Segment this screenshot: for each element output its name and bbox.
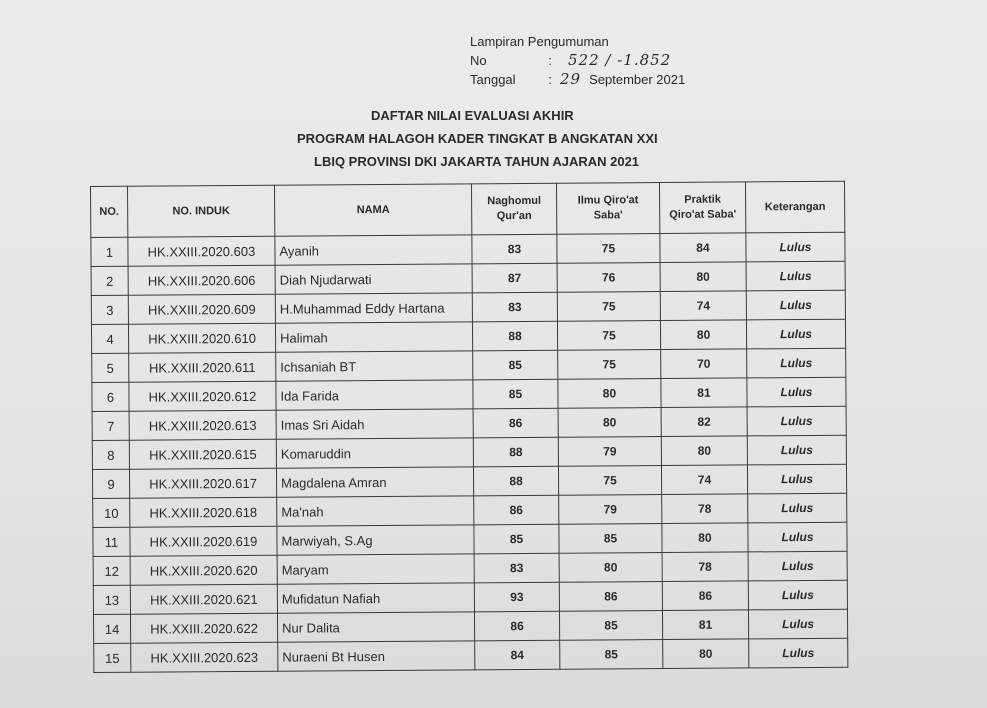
- no-colon: :: [548, 53, 552, 68]
- cell-nama: Imas Sri Aidah: [276, 409, 473, 439]
- cell-no: 9: [92, 469, 129, 498]
- cell-naghomul: 88: [473, 466, 558, 496]
- cell-nama: Magdalena Amran: [276, 467, 473, 497]
- cell-no: 7: [92, 411, 129, 440]
- cell-ilmu-qiroat: 75: [557, 321, 660, 351]
- cell-keterangan: Lulus: [747, 406, 846, 436]
- cell-nama: Halimah: [275, 322, 472, 352]
- cell-naghomul: 85: [474, 524, 559, 554]
- cell-naghomul: 86: [473, 408, 558, 438]
- cell-induk: HK.XXIII.2020.623: [131, 642, 278, 672]
- cell-induk: HK.XXIII.2020.619: [130, 526, 277, 556]
- cell-naghomul: 87: [472, 263, 557, 293]
- cell-induk: HK.XXIII.2020.606: [128, 265, 275, 295]
- cell-praktik: 80: [660, 262, 746, 292]
- cell-ilmu-qiroat: 76: [557, 263, 660, 293]
- cell-keterangan: Lulus: [747, 435, 846, 465]
- cell-no: 11: [93, 527, 130, 556]
- col-header-no: NO.: [91, 186, 128, 237]
- cell-naghomul: 83: [474, 553, 559, 583]
- cell-praktik: 80: [660, 320, 746, 350]
- cell-naghomul: 86: [474, 495, 559, 525]
- cell-keterangan: Lulus: [746, 261, 845, 291]
- number-line: [470, 51, 685, 70]
- cell-praktik: 70: [661, 349, 747, 379]
- cell-ilmu-qiroat: 85: [560, 640, 663, 670]
- cell-naghomul: 88: [473, 437, 558, 467]
- cell-induk: HK.XXIII.2020.603: [128, 236, 275, 266]
- cell-nama: Diah Njudarwati: [275, 264, 472, 294]
- cell-ilmu-qiroat: 86: [559, 582, 662, 612]
- cell-praktik: 78: [662, 552, 748, 582]
- col-header-keterangan: Keterangan: [745, 181, 844, 233]
- cell-induk: HK.XXIII.2020.617: [129, 468, 276, 498]
- cell-keterangan: Lulus: [747, 348, 846, 378]
- cell-ilmu-qiroat: 80: [559, 553, 662, 583]
- cell-nama: Ayanih: [275, 235, 472, 265]
- cell-induk: HK.XXIII.2020.621: [130, 584, 277, 614]
- ilmu-qiroat-line-1: Ilmu Qiro'at: [577, 194, 639, 207]
- cell-keterangan: Lulus: [748, 580, 847, 610]
- cell-no: 13: [93, 585, 130, 614]
- col-header-naghomul: [471, 183, 556, 235]
- col-header-ilmu-qiroat: [556, 183, 659, 235]
- cell-no: 4: [91, 324, 128, 353]
- header-row: [91, 181, 845, 237]
- cell-no: 1: [91, 237, 128, 266]
- cell-praktik: 84: [660, 233, 746, 263]
- cell-no: 12: [93, 556, 130, 585]
- cell-no: 5: [92, 353, 129, 382]
- cell-ilmu-qiroat: 75: [558, 350, 661, 380]
- cell-induk: HK.XXIII.2020.622: [130, 613, 277, 643]
- cell-no: 6: [92, 382, 129, 411]
- cell-induk: HK.XXIII.2020.618: [130, 497, 277, 527]
- cell-nama: Marwiyah, S.Ag: [277, 525, 474, 555]
- cell-ilmu-qiroat: 80: [558, 408, 661, 438]
- cell-nama: Nur Dalita: [277, 612, 474, 642]
- cell-ilmu-qiroat: 80: [558, 379, 661, 409]
- cell-ilmu-qiroat: 85: [559, 611, 662, 641]
- cell-ilmu-qiroat: 85: [559, 524, 662, 554]
- cell-naghomul: 93: [474, 582, 559, 612]
- cell-no: 10: [93, 498, 130, 527]
- naghomul-line-1: Naghomul: [487, 194, 542, 208]
- cell-keterangan: Lulus: [746, 319, 845, 349]
- ilmu-qiroat-line-2: Saba': [593, 209, 623, 222]
- cell-praktik: 80: [663, 639, 749, 669]
- cell-naghomul: 83: [472, 234, 557, 264]
- cell-nama: Ma'nah: [277, 496, 474, 526]
- cell-induk: HK.XXIII.2020.611: [129, 352, 276, 382]
- cell-nama: Ichsaniah BT: [276, 351, 473, 381]
- col-header-praktik: [659, 182, 745, 234]
- cell-keterangan: Lulus: [746, 290, 845, 320]
- cell-ilmu-qiroat: 75: [557, 234, 660, 264]
- cell-ilmu-qiroat: 79: [559, 495, 662, 525]
- cell-ilmu-qiroat: 75: [558, 466, 661, 496]
- cell-no: 2: [91, 266, 128, 295]
- cell-keterangan: Lulus: [748, 551, 847, 581]
- grades-table-body: [91, 232, 848, 672]
- handwritten-number: 522 / -1.852: [568, 51, 672, 69]
- cell-naghomul: 86: [474, 611, 559, 641]
- cell-praktik: 82: [661, 407, 747, 437]
- cell-induk: HK.XXIII.2020.620: [130, 555, 277, 585]
- date-month-year: September 2021: [589, 72, 686, 87]
- title-line-3: LBIQ PROVINSI DKI JAKARTA TAHUN AJARAN 2021: [314, 154, 640, 169]
- cell-praktik: 78: [662, 494, 748, 524]
- cell-ilmu-qiroat: 75: [557, 292, 660, 322]
- cell-induk: HK.XXIII.2020.613: [129, 410, 276, 440]
- cell-keterangan: Lulus: [748, 493, 847, 523]
- cell-nama: Maryam: [277, 554, 474, 584]
- title-line-1: DAFTAR NILAI EVALUASI AKHIR: [371, 108, 574, 123]
- col-header-nama: NAMA: [274, 184, 471, 236]
- cell-induk: HK.XXIII.2020.610: [128, 323, 275, 353]
- cell-nama: H.Muhammad Eddy Hartana: [275, 293, 472, 323]
- cell-praktik: 80: [661, 436, 747, 466]
- cell-praktik: 86: [662, 581, 748, 611]
- cell-keterangan: Lulus: [747, 464, 846, 494]
- cell-praktik: 81: [661, 378, 747, 408]
- cell-keterangan: Lulus: [748, 522, 847, 552]
- cell-nama: Nuraeni Bt Husen: [278, 641, 475, 671]
- cell-naghomul: 83: [472, 292, 557, 322]
- cell-praktik: 74: [660, 291, 746, 321]
- cell-keterangan: Lulus: [748, 609, 847, 639]
- cell-keterangan: Lulus: [747, 377, 846, 407]
- lampiran-line: [470, 32, 685, 51]
- cell-naghomul: 88: [472, 321, 557, 351]
- cell-nama: Komaruddin: [276, 438, 473, 468]
- table-row: [94, 638, 848, 672]
- cell-nama: Mufidatun Nafiah: [277, 583, 474, 613]
- lampiran-text: Lampiran Pengumuman: [470, 34, 609, 49]
- cell-naghomul: 85: [473, 379, 558, 409]
- date-line: [470, 70, 685, 89]
- praktik-line-2: Qiro'at Saba': [669, 208, 737, 221]
- cell-no: 8: [92, 440, 129, 469]
- cell-naghomul: 85: [473, 350, 558, 380]
- cell-keterangan: Lulus: [749, 638, 848, 668]
- cell-induk: HK.XXIII.2020.612: [129, 381, 276, 411]
- title-line-2: PROGRAM HALAGOH KADER TINGKAT B ANGKATAN XXI: [297, 131, 658, 146]
- cell-praktik: 74: [661, 465, 747, 495]
- handwritten-day: 29: [560, 70, 582, 88]
- cell-no: 15: [94, 643, 131, 672]
- cell-no: 3: [91, 295, 128, 324]
- grades-table: [90, 181, 848, 673]
- praktik-line-1: Praktik: [684, 193, 721, 206]
- tanggal-label: Tanggal: [470, 72, 516, 87]
- cell-keterangan: Lulus: [746, 232, 845, 262]
- cell-naghomul: 84: [475, 640, 560, 670]
- cell-induk: HK.XXIII.2020.609: [128, 294, 275, 324]
- cell-praktik: 80: [662, 523, 748, 553]
- col-header-induk: NO. INDUK: [128, 185, 275, 237]
- cell-induk: HK.XXIII.2020.615: [129, 439, 276, 469]
- tanggal-colon: :: [548, 72, 552, 87]
- cell-praktik: 81: [662, 610, 748, 640]
- cell-no: 14: [93, 614, 130, 643]
- document-header: [470, 32, 685, 89]
- no-label: No: [470, 53, 487, 68]
- grades-table-header: [91, 181, 845, 237]
- cell-nama: Ida Farida: [276, 380, 473, 410]
- naghomul-line-2: Qur'an: [496, 209, 532, 223]
- cell-ilmu-qiroat: 79: [558, 437, 661, 467]
